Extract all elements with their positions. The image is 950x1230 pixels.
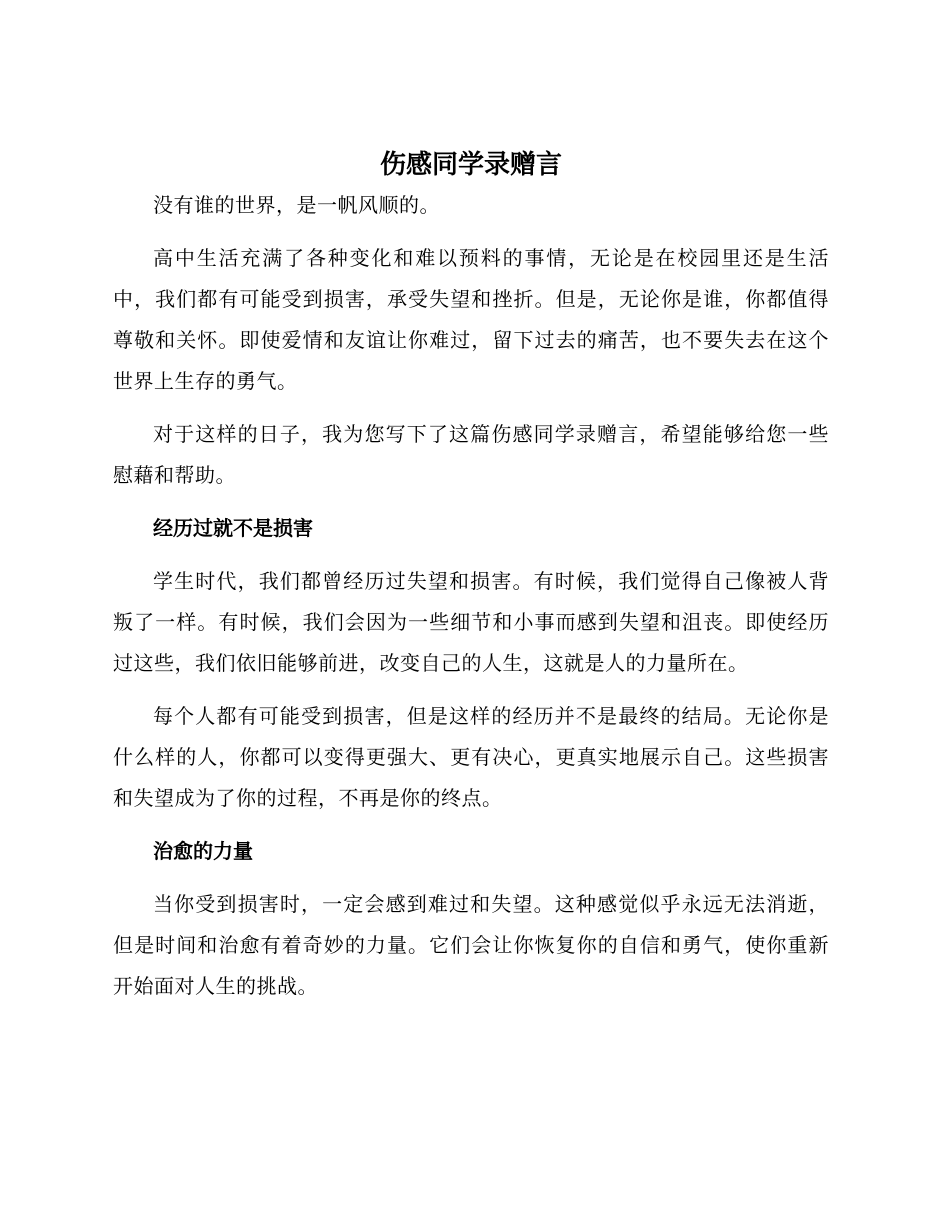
section-1-paragraph-1: 学生时代，我们都曾经历过失望和损害。有时候，我们觉得自己像被人背叛了一样。有时候，我们会因为一些细节和小事而感到失望和沮丧。即使经历过这些，我们依旧能够前进，改变自己的人生，这就是人的力量所在。 [113, 569, 829, 675]
intro-paragraph-2: 高中生活充满了各种变化和难以预料的事情，无论是在校园里还是生活中，我们都有可能受到损害，承受失望和挫折。但是，无论你是谁，你都值得尊敬和关怀。即使爱情和友谊让你难过，留下过去的痛苦，也不要失去在这个世界上生存的勇气。 [113, 246, 829, 393]
intro-paragraph-3: 对于这样的日子，我为您写下了这篇伤感同学录赠言，希望能够给您一些慰藉和帮助。 [113, 422, 829, 487]
document-page [113, 145, 829, 1019]
intro-paragraph-1: 没有谁的世界，是一帆风顺的。 [153, 193, 440, 217]
section-heading-2: 治愈的力量 [153, 839, 253, 863]
section-2-paragraph-1: 当你受到损害时，一定会感到难过和失望。这种感觉似乎永远无法消逝，但是时间和治愈有着奇妙的力量。它们会让你恢复你的自信和勇气，使你重新开始面对人生的挑战。 [113, 892, 829, 998]
section-heading-1: 经历过就不是损害 [153, 516, 313, 540]
section-1-paragraph-2: 每个人都有可能受到损害，但是这样的经历并不是最终的结局。无论你是什么样的人，你都可以变得更强大、更有决心，更真实地展示自己。这些损害和失望成为了你的过程，不再是你的终点。 [113, 704, 829, 810]
document-title: 伤感同学录赠言 [379, 150, 562, 180]
